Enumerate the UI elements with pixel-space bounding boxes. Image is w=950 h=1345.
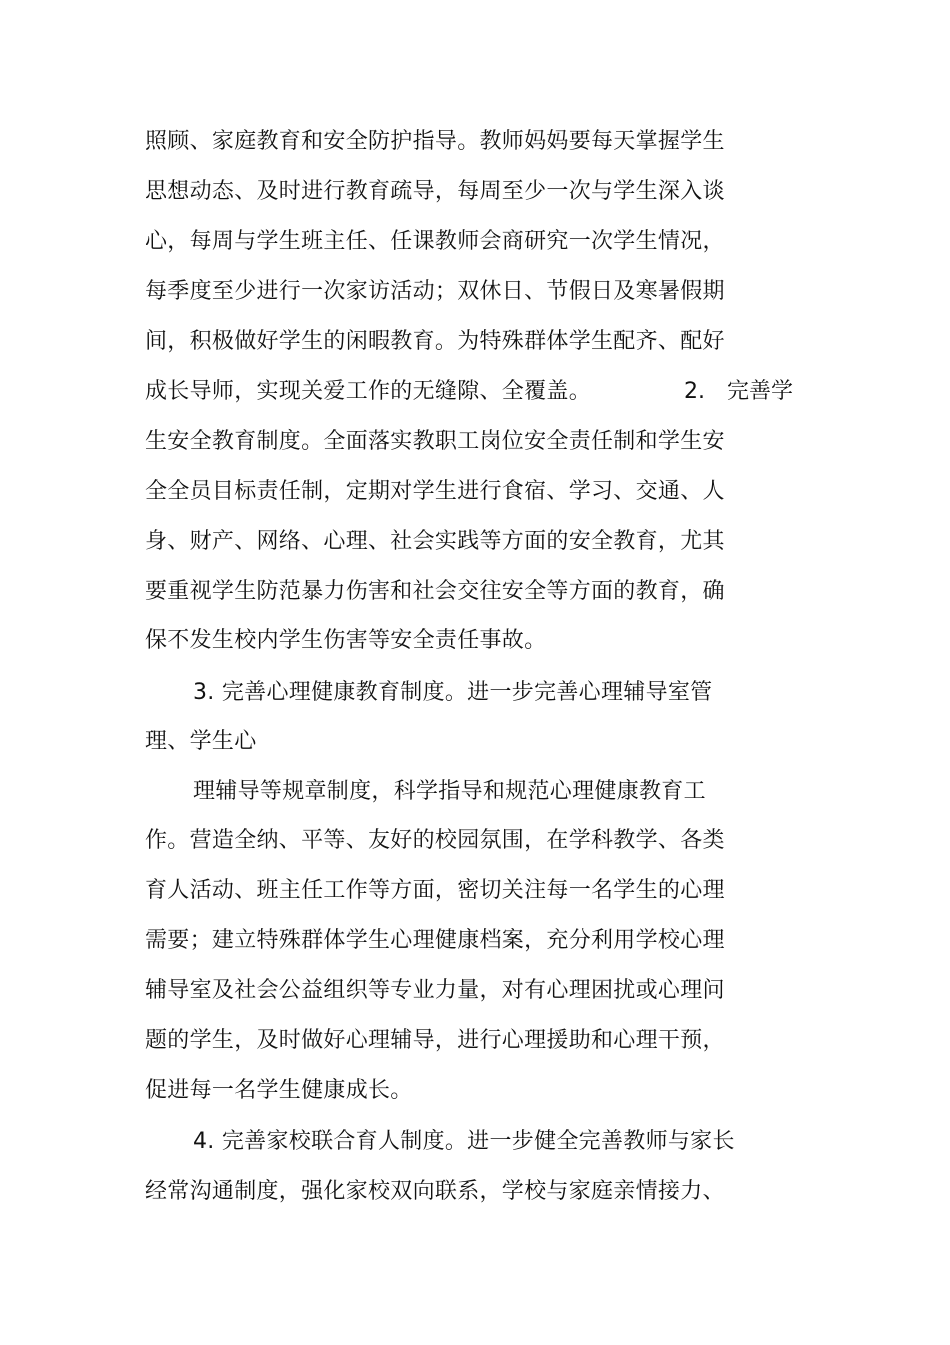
text-line: 生安全教育制度。全面落实教职工岗位安全责任制和学生安 [145, 429, 725, 454]
text-line: 每季度至少进行一次家访活动；双休日、节假日及寒暑假期 [145, 279, 725, 304]
text-line: 保不发生校内学生伤害等安全责任事故。 [145, 628, 547, 653]
section-heading-4: 4. 完善家校联合育人制度。进一步健全完善教师与家长 [193, 1129, 735, 1154]
text-line: 间，积极做好学生的闲暇教育。为特殊群体学生配齐、配好 [145, 329, 725, 354]
section-heading-3: 3. 完善心理健康教育制度。进一步完善心理辅导室管 [193, 680, 713, 705]
text-line: 要重视学生防范暴力伤害和社会交往安全等方面的教育，确 [145, 579, 725, 604]
text-line: 辅导室及社会公益组织等专业力量，对有心理困扰或心理问 [145, 978, 725, 1003]
text-line: 理辅导等规章制度，科学指导和规范心理健康教育工 [193, 779, 706, 804]
text-line: 需要；建立特殊群体学生心理健康档案，充分利用学校心理 [145, 928, 725, 953]
text-line: 育人活动、班主任工作等方面，密切关注每一名学生的心理 [145, 878, 725, 903]
text-line: 全全员目标责任制，定期对学生进行食宿、学习、交通、人 [145, 479, 725, 504]
text-line: 题的学生，及时做好心理辅导，进行心理援助和心理干预， [145, 1028, 725, 1053]
text-line: 作。营造全纳、平等、友好的校园氛围，在学科教学、各类 [145, 828, 725, 853]
text-line: 思想动态、及时进行教育疏导，每周至少一次与学生深入谈 [145, 179, 725, 204]
text-line: 身、财产、网络、心理、社会实践等方面的安全教育，尤其 [145, 529, 725, 554]
text-line: 照顾、家庭教育和安全防护指导。教师妈妈要每天掌握学生 [145, 129, 725, 154]
section-heading-2: 2. 完善学 [684, 379, 793, 404]
text-line: 心，每周与学生班主任、任课教师会商研究一次学生情况， [145, 229, 725, 254]
text-line: 促进每一名学生健康成长。 [145, 1078, 413, 1103]
text-line: 经常沟通制度，强化家校双向联系，学校与家庭亲情接力、 [145, 1179, 725, 1204]
text-line: 理、学生心 [145, 729, 257, 754]
text-line: 成长导师，实现关爱工作的无缝隙、全覆盖。 [145, 379, 592, 404]
